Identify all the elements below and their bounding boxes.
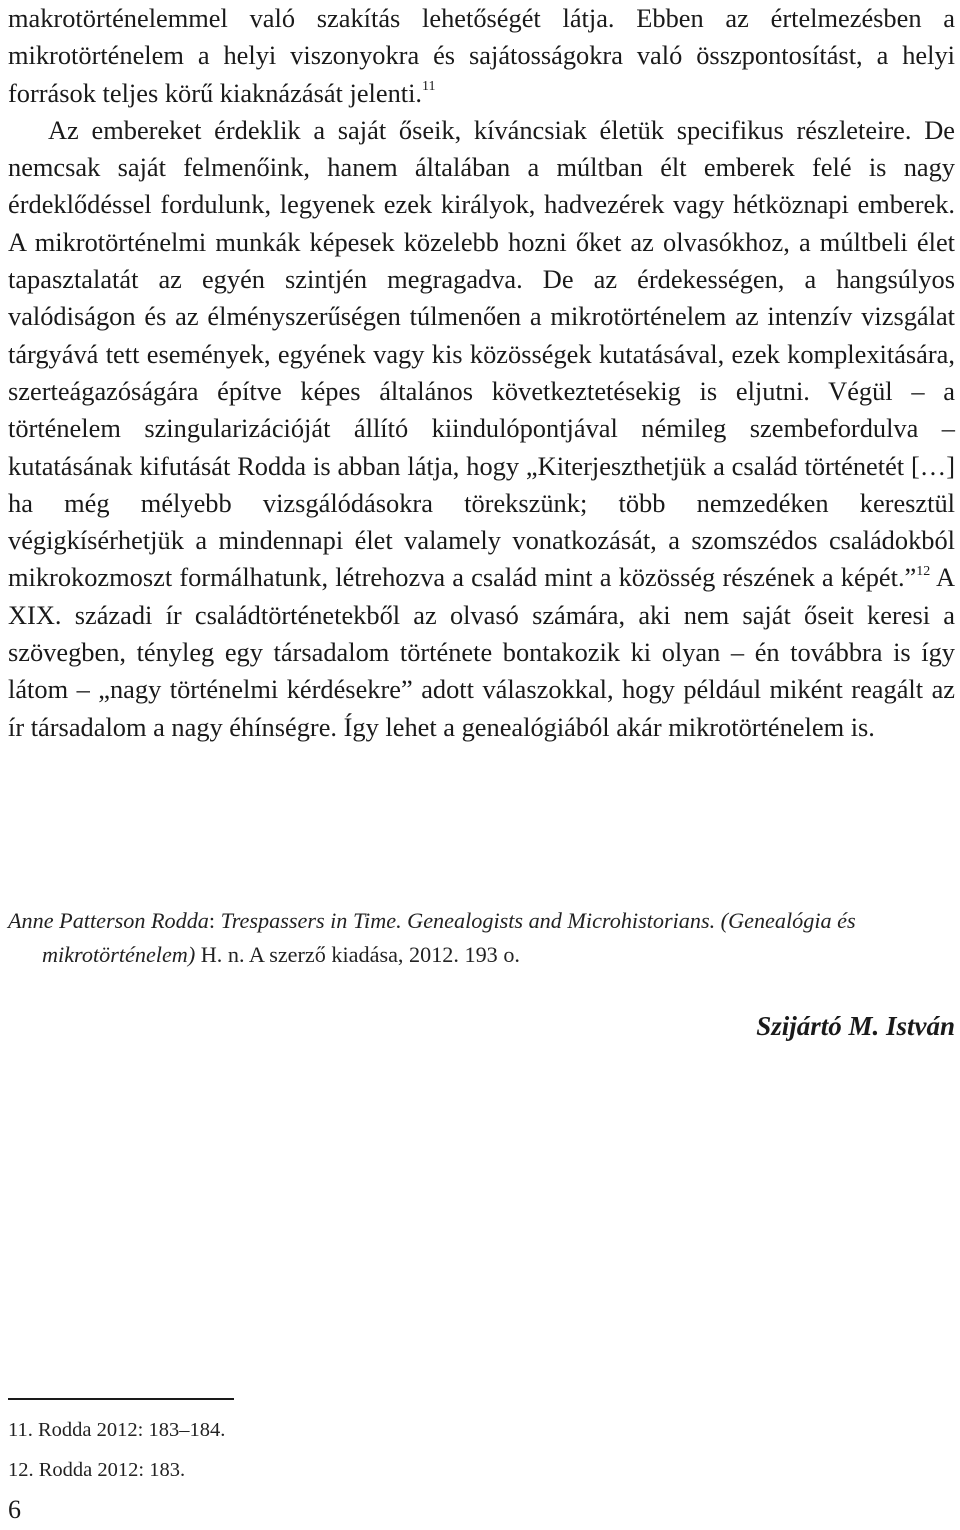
author-signature: Szijártó M. István <box>756 1011 955 1041</box>
footnote-ref-12[interactable]: 12 <box>916 563 931 579</box>
paragraph-1 <box>8 0 955 112</box>
footnote-12: 12. Rodda 2012: 183. <box>8 1459 186 1481</box>
paragraph-2 <box>8 112 955 746</box>
article-body <box>8 0 955 746</box>
footnote-divider <box>8 1398 234 1400</box>
paragraph-1-text: makrotörténelemmel való szakítás lehetőségét látja. Ebben az értelmezésben a mikrotörténelem a helyi viszonyokra és sajátosságokra való összpontosítást, a helyi források teljes körű kiaknázását jelenti. <box>8 3 955 108</box>
page <box>8 0 955 1530</box>
paragraph-2-text: Az embereket érdeklik a saját őseik, kíváncsiak életük specifikus részleteire. De nemcsak saját felmenőink, hanem általában a múltban élt emberek felé is nagy érdeklődéssel fordulunk, legyenek ezek királyok, hadvezérek vagy hétköznapi emberek. A mikrotörténelmi munkák képesek közelebb hozni őket az olvasókhoz, a múltbeli élet tapasztalatát az egyén szintjén megragadva. De az érdekességen, a hangsúlyos valódiságon és az élményszerűségen túlmenően a mikrotörténelem az intenzív vizsgálat tárgyává tett események, egyének vagy kis közösségek kutatásával, ezek komplexitására, szerteágazóságára építve képes általános következtetésekig is eljutni. Végül – a történelem szingularizációját állító kiindulópontjával némileg szembefordulva – kutatásának kifutását Rodda is abban látja, hogy „Kiterjeszthetjük a család történetét […] ha még mélyebb vizsgálódásokra törekszünk; több nemzedéken keresztül végigkísérhetjük a mindennapi élet valamely vonatkozását, a szomszédos családokból mikrokozmoszt formálhatunk, létrehozva a család mint a közösség részének a képét.” <box>8 114 955 593</box>
biblio-separator: : <box>208 908 221 933</box>
page-number: 6 <box>8 1495 21 1524</box>
footnotes <box>8 1410 225 1490</box>
footnote-ref-11[interactable]: 11 <box>422 78 436 94</box>
footnote-11: 11. Rodda 2012: 183–184. <box>8 1419 226 1441</box>
biblio-publication: H. n. A szerző kiadása, 2012. 193 o. <box>195 942 520 967</box>
biblio-author: Anne Patterson Rodda <box>8 908 209 933</box>
paragraph-2-text-cont: A XIX. századi ír családtörténetekből az olvasó számára, aki nem saját őseit keresi a szövegben, tényleg egy társadalom története bontakozik ki olyan – én továbbra is így látom – „nagy történelmi kérdésekre” adott válaszokkal, hogy például miként reagált az ír társadalom a nagy éhínségre. Így lehet a genealógiából akár mikrotörténelem is. <box>8 562 956 742</box>
biblio-title: Trespassers in Time. Genealogists and Microhistorians. (Genealógia és mikrotörténelem) <box>42 908 856 967</box>
bibliographic-reference <box>8 904 955 972</box>
